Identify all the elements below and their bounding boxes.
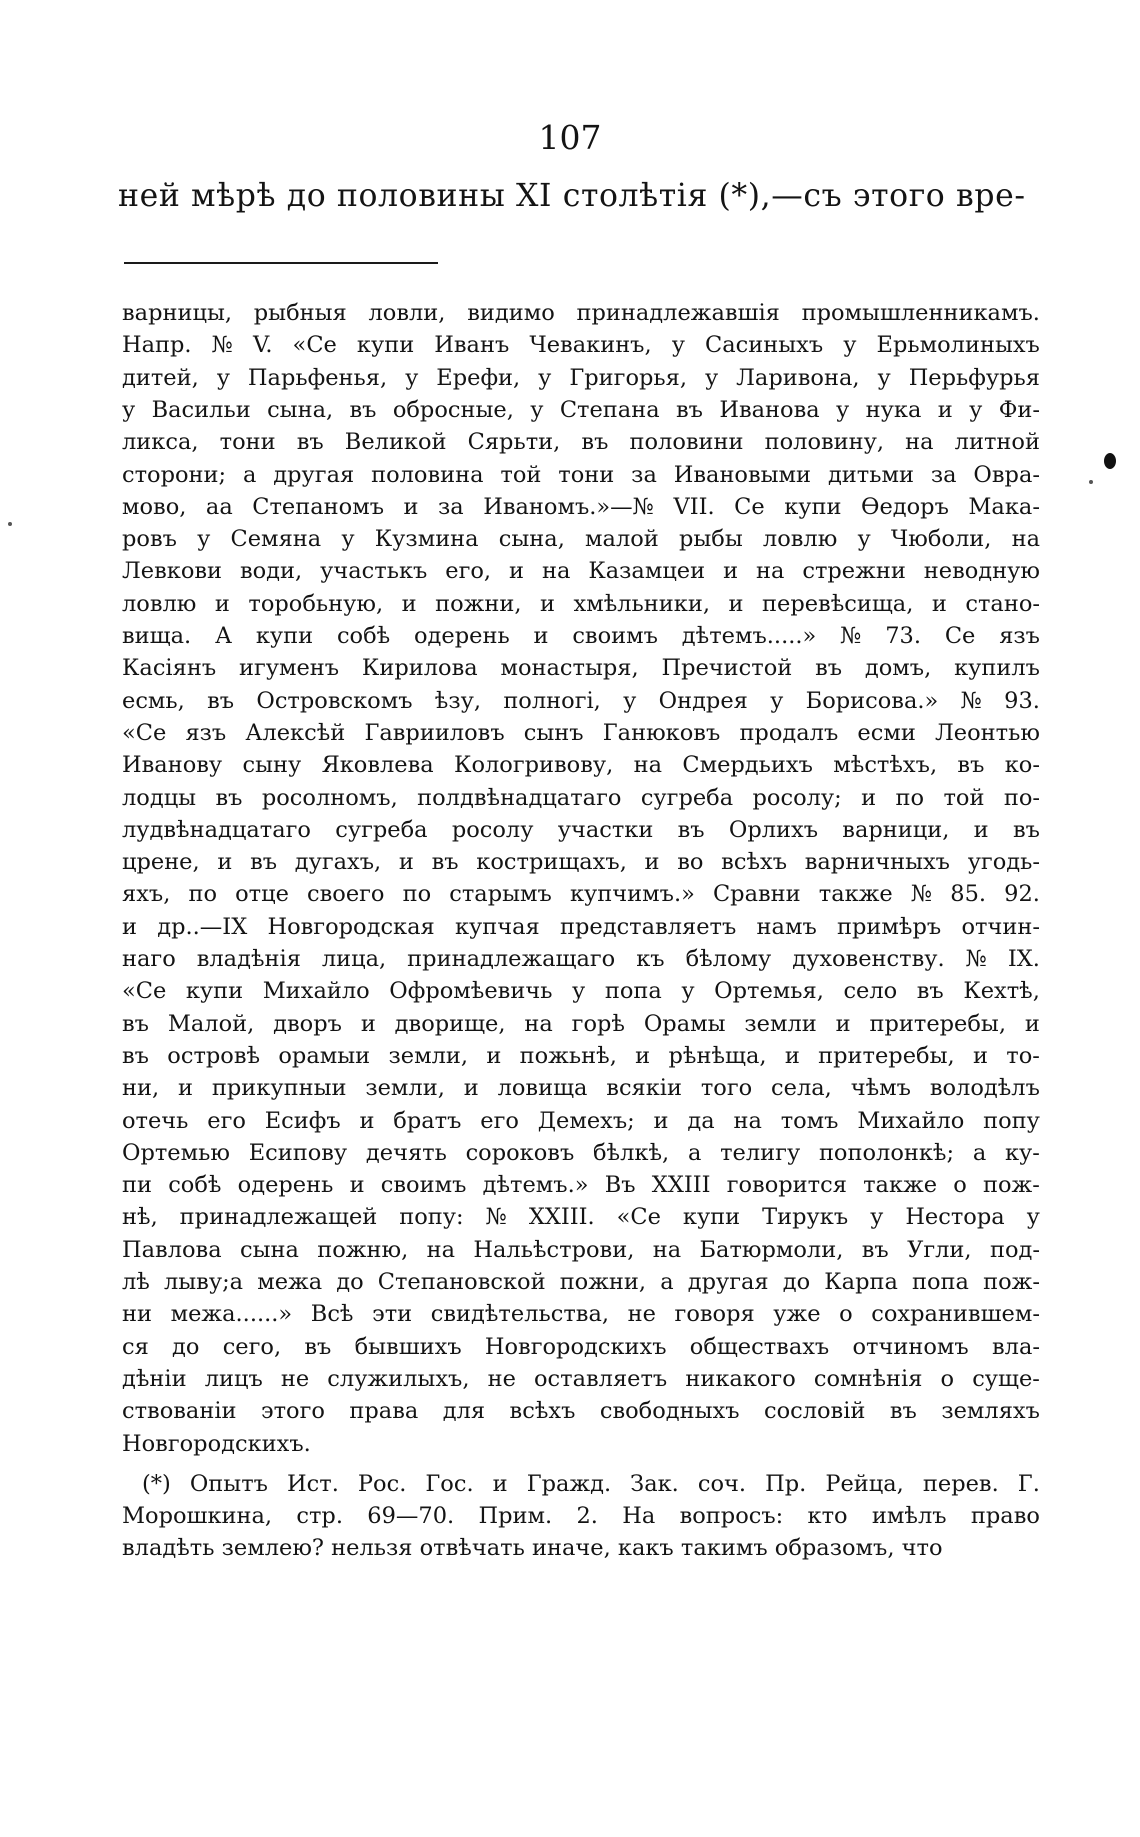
footnote-line: наго владѣнія лица, принадлежащаго къ бѣлому духовенству. № IX. <box>122 946 1040 972</box>
footnote-line: ни межа......» Всѣ эти свидѣтельства, не говоря уже о сохранившем- <box>122 1301 1040 1328</box>
page-number: 107 <box>538 118 602 157</box>
footnote-line: ловлю и торобьную, и пожни, и хмѣльники, и перевѣсища, и стано- <box>122 590 1040 617</box>
footnote-line: сторони; а другая половина той тони за Ивановыми дитьми за Овра- <box>122 461 1040 488</box>
footnote-line: мово, аа Степаномъ и за Иваномъ.»—№ VII. Се купи Ѳедоръ Мака- <box>122 493 1040 520</box>
footnote-line: варницы, рыбныя ловли, видимо принадлежавшія промышленникамъ. <box>122 300 1040 326</box>
footnote-line: Касіянъ игуменъ Кирилова монастыря, Пречистой въ домъ, купилъ <box>122 655 1040 682</box>
footnote-line: ликса, тони въ Великой Сярьти, въ половини половину, на литной <box>122 429 1040 456</box>
footnote-line: дѣніи лицъ не служилыхъ, не оставляетъ никакого сомнѣнія о суще- <box>122 1365 1040 1392</box>
footnote-line: въ островѣ орамыи земли, и пожьнѣ, и рѣнѣща, и притеребы, и то- <box>122 1042 1040 1069</box>
footnote-line: лѣ лыву;а межа до Степановской пожни, а другая до Карпа попа пож- <box>122 1269 1040 1295</box>
footnote-line: ствованіи этого права для всѣхъ свободныхъ сословій въ земляхъ <box>122 1398 1040 1425</box>
footnote-line: црене, и въ дугахъ, и въ кострищахъ, и во всѣхъ варничныхъ угодь- <box>122 849 1040 876</box>
footnote-line: Новгородскихъ. <box>122 1430 311 1457</box>
footnote-line: «Се язъ Алексѣй Гаврииловъ сынъ Ганюковъ продалъ есми Леонтью <box>122 719 1040 746</box>
footnote-line: Левкови води, участькъ его, и на Казамцеи и на стрежни неводную <box>122 558 1040 585</box>
footnote-line: и др..—IX Новгородская купчая представляетъ намъ примѣръ отчин- <box>122 913 1040 940</box>
footnote-line: (*) Опытъ Ист. Рос. Гос. и Гражд. Зак. соч. Пр. Рейца, перев. Г. <box>142 1470 1040 1497</box>
footnote-line: ровъ у Семяна у Кузмина сына, малой рыбы ловлю у Чюболи, на <box>122 526 1040 553</box>
footnote-line: пи собѣ одерень и своимъ дѣтемъ.» Въ XXIII говорится также о пож- <box>122 1172 1040 1199</box>
footnote-line: Ортемью Есипову дечять сороковъ бѣлкѣ, а телигу пополонкѣ; а ку- <box>122 1139 1040 1166</box>
main-text-line: ней мѣрѣ до половины XI столѣтія (*),—съ этого вре- <box>118 178 1026 214</box>
footnote-line: Напр. № V. «Се купи Иванъ Чевакинъ, у Сасиныхъ у Ерьмолиныхъ <box>122 332 1040 359</box>
footnote-line: лудвѣнадцатаго сугреба росолу участки въ Орлихъ варници, и въ <box>122 816 1040 843</box>
footnote-line: яхъ, по отце своего по старымъ купчимъ.» Сравни также № 85. 92. <box>122 881 1040 908</box>
footnote-line: Морошкина, стр. 69—70. Прим. 2. На вопросъ: кто имѣлъ право <box>122 1503 1040 1530</box>
footnote-line: ся до сего, въ бывшихъ Новгородскихъ обществахъ отчиномъ вла- <box>122 1333 1040 1360</box>
footnote-separator-rule <box>124 262 438 264</box>
footnote-line: есмь, въ Островскомъ ѣзу, полногі, у Ондрея у Борисова.» № 93. <box>122 687 1040 714</box>
footnote-line: дитей, у Парьфенья, у Ерефи, у Григорья, у Ларивона, у Перьфурья <box>122 364 1040 391</box>
footnote-line: въ Малой, дворъ и дворище, на горѣ Орамы земли и притеребы, и <box>122 1010 1040 1037</box>
footnote-line: «Се купи Михайло Офромѣевичь у попа у Ортемья, село въ Кехтѣ, <box>122 978 1040 1005</box>
ink-speck-small <box>8 522 12 526</box>
footnote-line: нѣ, принадлежащей попу: № XXIII. «Се купи Тирукъ у Нестора у <box>122 1204 1040 1231</box>
footnote-line: ни, и прикупныи земли, и ловища всякіи того села, чѣмъ володѣлъ <box>122 1075 1040 1102</box>
footnote-line: Павлова сына пожню, на Нальѣстрови, на Батюрмоли, въ Угли, под- <box>122 1236 1040 1263</box>
footnote-line: у Васильи сына, въ обросные, у Степана въ Иванова у нука и у Фи- <box>122 396 1040 423</box>
footnote-line: отечь его Есифъ и братъ его Демехъ; и да на томъ Михайло попу <box>122 1107 1040 1134</box>
footnote-line: вища. А купи собѣ одерень и своимъ дѣтемъ.....» № 73. Се язъ <box>122 623 1040 649</box>
ink-speck-small <box>1089 480 1093 484</box>
footnote-line: лодцы въ росолномъ, полдвѣнадцатаго сугреба росолу; и по той по- <box>122 784 1040 811</box>
footnote-line: владѣть землею? нельзя отвѣчать иначе, какъ такимъ образомъ, что <box>122 1535 943 1562</box>
footnote-line: Иванову сыну Яковлева Кологривову, на Смердьихъ мѣстѣхъ, въ ко- <box>122 752 1040 779</box>
ink-speck <box>1104 453 1116 469</box>
